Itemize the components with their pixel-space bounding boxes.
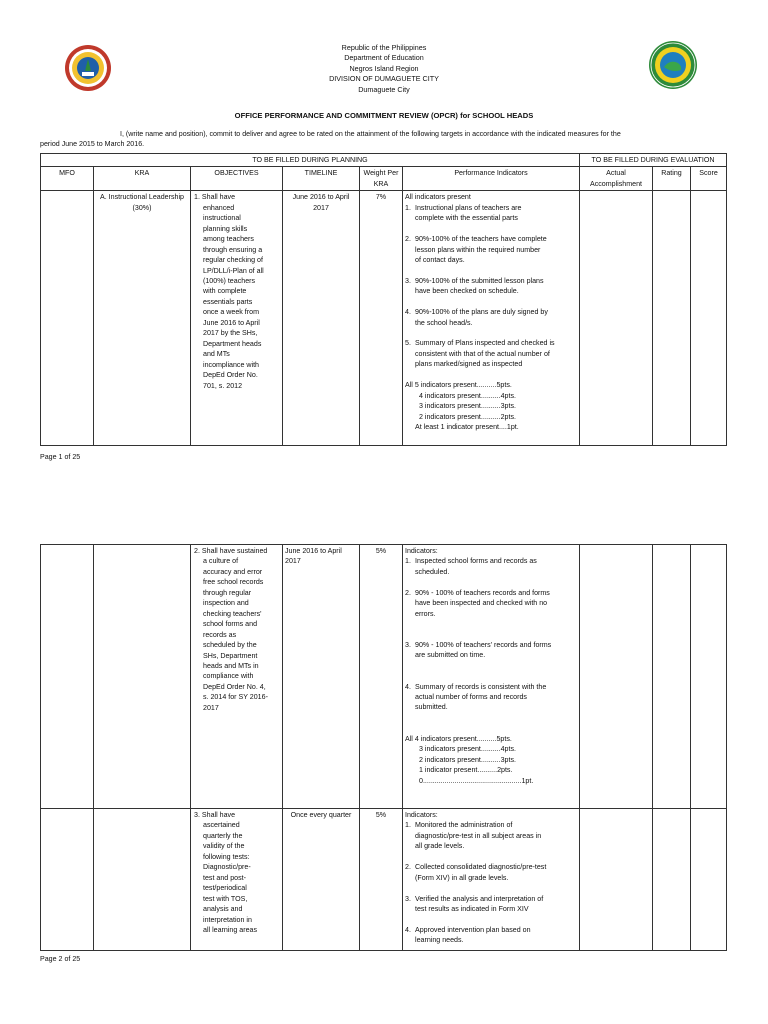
col-header-mfo: MFO xyxy=(41,167,94,191)
timeline-cell: June 2016 to April 2017 xyxy=(283,191,360,446)
table-row xyxy=(41,191,727,446)
rating-cell xyxy=(653,545,691,809)
commitment-line-2: period June 2015 to March 2016. xyxy=(40,140,145,148)
kra-cell xyxy=(94,809,191,951)
table-row xyxy=(41,809,727,951)
planning-header: TO BE FILLED DURING PLANNING xyxy=(41,154,580,167)
actual-accomplishment-cell xyxy=(580,545,653,809)
score-cell xyxy=(691,191,727,446)
mfo-cell xyxy=(41,545,94,809)
objective-cell: 2. Shall have sustained a culture of accuracy and error free school records through regular inspection and checking teachers' school forms and records as scheduled by the SHs, Department heads and MTs in compliance with DepEd Order No. 4, s. 2014 for SY 2016- 2017 xyxy=(191,545,283,809)
col-header-performance-indicators: Performance Indicators xyxy=(403,167,580,191)
evaluation-header: TO BE FILLED DURING EVALUATION xyxy=(580,154,727,167)
commitment-statement xyxy=(40,129,728,149)
weight-cell: 5% xyxy=(360,545,403,809)
table-row xyxy=(41,545,727,809)
rating-cell xyxy=(653,809,691,951)
objective-cell: 1. Shall have enhanced instructional planning skills among teachers through ensuring a regular checking of LP/DLL/i-Plan of all (100%) teachers with complete essentials parts once a week from June 2016 to April 2017 by the SHs, Department heads and MTs incompliance with DepEd Order No. 701, s. 2012 xyxy=(191,191,283,446)
performance-indicators-cell: Indicators: 1. Monitored the administration of diagnostic/pre-test in all subject areas in all grade levels. 2. Collected consolidated diagnostic/pre-test (Form XIV) in all grade levels. 3. Verified the analysis and interpretation of test results as indicated in Form XIV 4. Approved intervention plan based on learning needs. xyxy=(403,809,580,951)
objective-cell: 3. Shall have ascertained quarterly the validity of the following tests: Diagnostic/pre- test and post- test/periodical test with TOS, analysis and interpretation in all learning areas xyxy=(191,809,283,951)
mfo-cell xyxy=(41,191,94,446)
actual-accomplishment-cell xyxy=(580,809,653,951)
letterhead-line: Republic of the Philippines xyxy=(341,43,427,52)
timeline-cell: Once every quarter xyxy=(283,809,360,951)
score-cell xyxy=(691,809,727,951)
opcr-table-page-1 xyxy=(40,153,727,446)
col-header-objectives: OBJECTIVES xyxy=(191,167,283,191)
col-header-timeline: TIMELINE xyxy=(283,167,360,191)
weight-cell: 7% xyxy=(360,191,403,446)
page-number: Page 1 of 25 xyxy=(40,453,81,461)
performance-indicators-cell: Indicators: 1. Inspected school forms and records as scheduled. 2. 90% - 100% of teachers records and forms have been inspected and checked with no errors. 3. 90% - 100% of teachers' records and forms are submitted on time. 4. Summary of records is consistent with the actual number of forms and records submitted. All 4 indicators present..........5pts. 3 indicators present..........4pts. 2 indicators present..........3pts. 1 indicator present..........2pts. 0..................................................1pt. xyxy=(403,545,580,809)
rating-cell xyxy=(653,191,691,446)
timeline-cell: June 2016 to April 2017 xyxy=(283,545,360,809)
letterhead-line: Dumaguete City xyxy=(358,84,410,94)
col-header-kra: KRA xyxy=(94,167,191,191)
mfo-cell xyxy=(41,809,94,951)
letterhead-line: Negros Island Region xyxy=(349,63,419,73)
opcr-table-page-2 xyxy=(40,544,727,951)
performance-indicators-cell: All indicators present 1. Instructional plans of teachers are complete with the essential parts 2. 90%-100% of the teachers have complete lesson plans within the required number of contact days. 3. 90%-100% of the submitted lesson plans have been checked on schedule. 4. 90%-100% of the plans are duly signed by the school head/s. 5. Summary of Plans inspected and checked is consistent with that of the actual number of plans marked/signed as inspected All 5 indicators present..........5pts. 4 indicators present..........4pts. 3 indicators present..........3pts. 2 indicators present..........2pts. At least 1 indicator present....1pt. xyxy=(403,191,580,446)
col-header-score: Score xyxy=(691,167,727,191)
actual-accomplishment-cell xyxy=(580,191,653,446)
letterhead-line: Department of Education xyxy=(344,53,424,63)
col-header-actual-accomplishment: Actual Accomplishment xyxy=(580,167,653,191)
col-header-rating: Rating xyxy=(653,167,691,191)
document-title: OFFICE PERFORMANCE AND COMMITMENT REVIEW (OPCR) for SCHOOL HEADS xyxy=(234,111,534,120)
score-cell xyxy=(691,545,727,809)
letterhead xyxy=(0,43,768,95)
letterhead-line: DIVISION OF DUMAGUETE CITY xyxy=(329,74,439,84)
kra-cell: A. Instructional Leadership (30%) xyxy=(94,191,191,446)
kra-cell xyxy=(94,545,191,809)
page-number: Page 2 of 25 xyxy=(40,955,81,963)
commitment-line-1: I, (write name and position), commit to deliver and agree to be rated on the attainment of the following targets in accordance with the indicated measures for the xyxy=(120,130,621,138)
weight-cell: 5% xyxy=(360,809,403,951)
col-header-weight: Weight Per KRA xyxy=(360,167,403,191)
